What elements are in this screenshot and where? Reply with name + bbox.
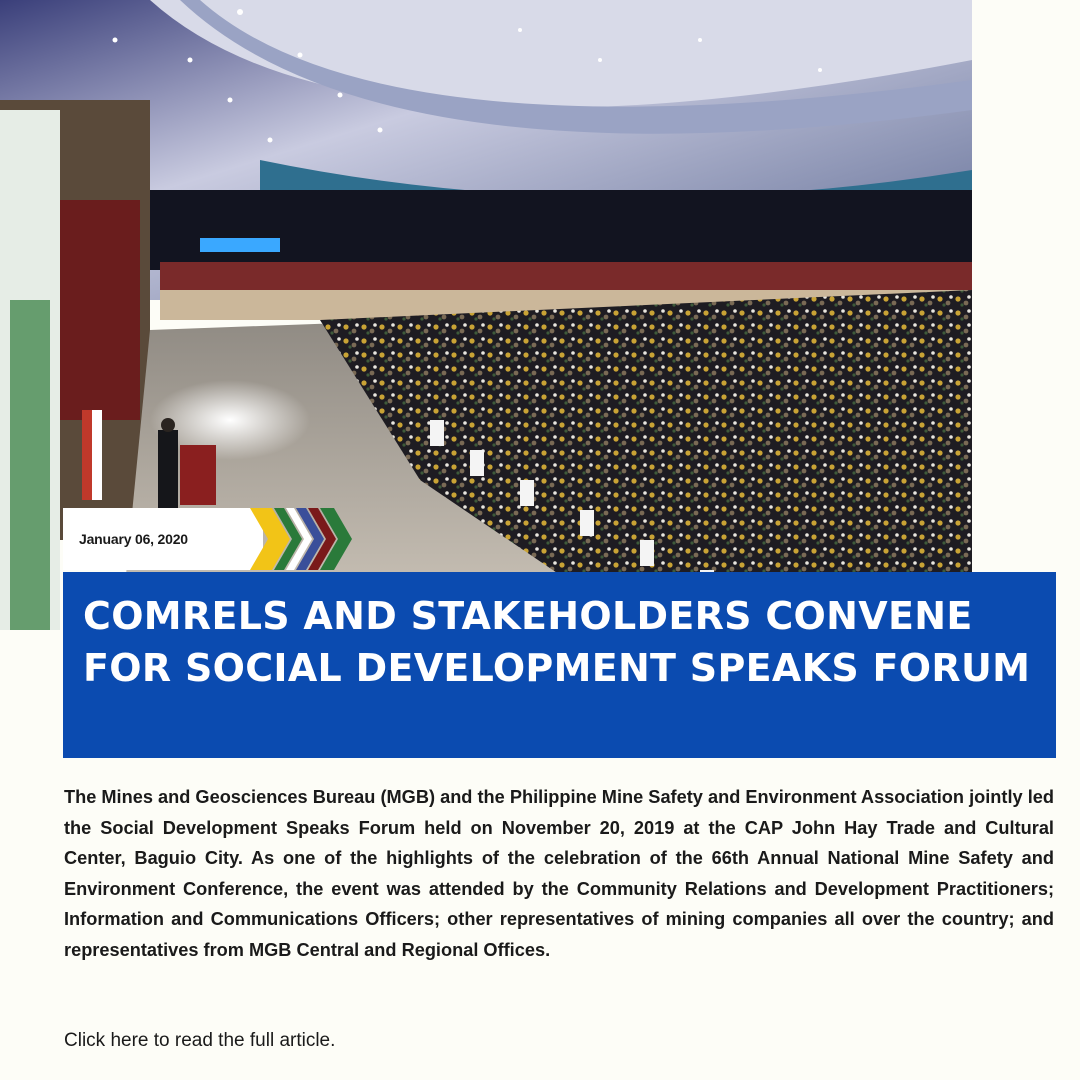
headline-banner — [63, 572, 1056, 758]
read-more-link[interactable]: Click here to read the full article. — [64, 1030, 336, 1051]
date-label: January 06, 2020 — [63, 508, 263, 570]
headline: COMRELS AND STAKEHOLDERS CONVENE FOR SOCIAL DEVELOPMENT SPEAKS FORUM — [83, 594, 1031, 690]
article-summary: The Mines and Geosciences Bureau (MGB) and the Philippine Mine Safety and Environment Association jointly led the Social Development Speaks Forum held on November 20, 2019 at the CAP John Hay Trade and Cultural Center, Baguio City. As one of the highlights of the celebration of the 66th Annual National Mine Safety and Environment Conference, the event was attended by the Community Relations and Development Practitioners; Information and Communications Officers; other representatives of mining companies all over the country; and representatives from MGB Central and Regional Offices. — [64, 787, 1054, 960]
chevron-decoration — [250, 508, 370, 570]
